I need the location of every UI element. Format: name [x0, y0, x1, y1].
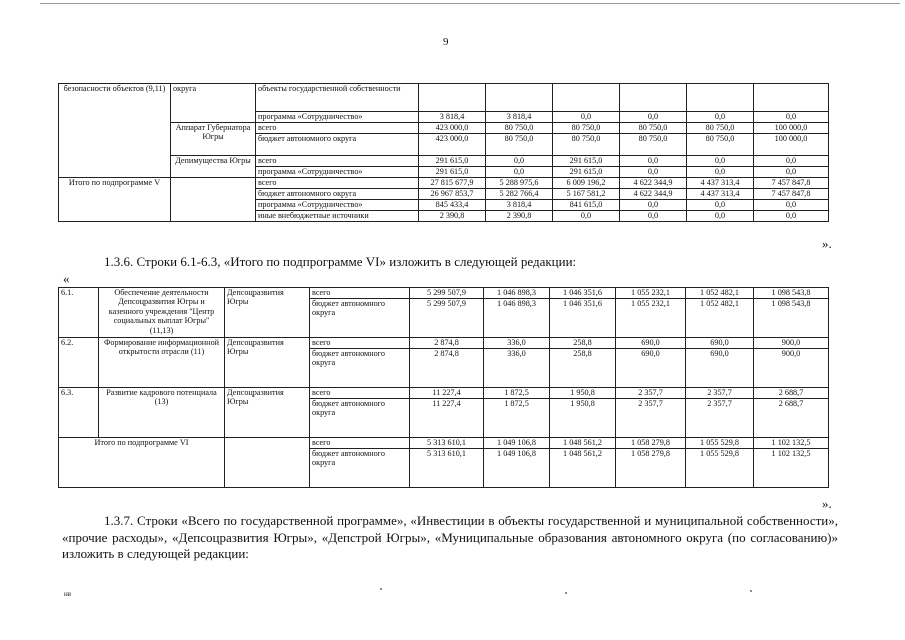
cell-amount: 336,0 [484, 338, 550, 349]
cell-amount: 6 009 196,2 [553, 178, 620, 189]
cell-amount: 0,0 [486, 167, 553, 178]
cell-amount: 1 058 279,8 [616, 449, 686, 488]
cell-amount: 1 046 351,6 [550, 299, 616, 338]
cell-funding-source: всего [256, 156, 419, 167]
cell-amount: 1 098 543,8 [754, 299, 829, 338]
cell-row-number: 6.3. [59, 388, 99, 438]
cell-funding-source: иные внебюджетные источники [256, 211, 419, 222]
cell-amount: 1 950,8 [550, 399, 616, 438]
closing-quote: ». [822, 236, 832, 251]
cell-executor [171, 178, 256, 222]
table-row [59, 178, 829, 189]
footer-mark: нв [64, 590, 72, 598]
table-row [59, 156, 829, 167]
cell-amount: 4 437 313,4 [687, 178, 754, 189]
cell-funding-source: бюджет автономного округа [310, 299, 410, 338]
cell-amount: 0,0 [553, 112, 620, 123]
cell-amount: 690,0 [616, 349, 686, 388]
cell-amount: 2 688,7 [754, 388, 829, 399]
cell-amount: 1 872,5 [484, 399, 550, 438]
cell-amount: 7 457 847,8 [754, 189, 829, 200]
cell-amount: 2 357,7 [686, 388, 754, 399]
cell-amount: 80 750,0 [486, 134, 553, 156]
cell-funding-source: бюджет автономного округа [310, 399, 410, 438]
cell-executor: Депимущества Югры [171, 156, 256, 178]
cell-amount: 690,0 [616, 338, 686, 349]
table-row [59, 288, 829, 299]
cell-amount: 1 055 529,8 [686, 449, 754, 488]
table-row [59, 338, 829, 349]
cell-amount: 690,0 [686, 349, 754, 388]
cell-amount: 2 390,8 [486, 211, 553, 222]
cell-amount: 423 000,0 [419, 134, 486, 156]
cell-amount: 0,0 [687, 167, 754, 178]
cell-amount: 0,0 [754, 200, 829, 211]
cell-amount: 291 615,0 [553, 167, 620, 178]
cell-amount: 3 818,4 [486, 112, 553, 123]
cell-amount: 900,0 [754, 338, 829, 349]
cell-amount: 841 615,0 [553, 200, 620, 211]
cell-amount: 26 967 853,7 [419, 189, 486, 200]
cell-amount: 1 055 232,1 [616, 288, 686, 299]
cell-funding-source: объекты государственной собственности [256, 84, 419, 112]
paragraph-1-3-7: 1.3.7. Строки «Всего по государственной программе», «Инвестиции в объекты государственной и муниципальной собственности», «прочие расходы», «Депсоцразвития Югры», «Депстрой Югры», «Муниципальные образования автономного округа (по согласованию)» изложить в следующей редакции: [62, 513, 838, 561]
cell-executor: Депсоцразвития Югры [225, 388, 310, 438]
cell-amount: 1 102 132,5 [754, 438, 829, 449]
cell-amount: 1 055 529,8 [686, 438, 754, 449]
cell-amount: 1 872,5 [484, 388, 550, 399]
cell-amount: 5 299 507,9 [410, 299, 484, 338]
cell-funding-source: всего [310, 288, 410, 299]
cell-executor: Депсоцразвития Югры [225, 288, 310, 338]
cell-amount: 11 227,4 [410, 388, 484, 399]
cell-amount: 4 622 344,9 [620, 178, 687, 189]
cell-amount: 0,0 [754, 112, 829, 123]
cell-funding-source: программа «Сотрудничество» [256, 200, 419, 211]
cell-amount: 1 048 561,2 [550, 438, 616, 449]
cell-amount [754, 84, 829, 112]
cell-amount: 5 299 507,9 [410, 288, 484, 299]
page-number: 9 [443, 36, 449, 48]
cell-amount: 2 688,7 [754, 399, 829, 438]
cell-amount: 423 000,0 [419, 123, 486, 134]
cell-amount: 1 052 482,1 [686, 288, 754, 299]
cell-amount: 900,0 [754, 349, 829, 388]
cell-amount: 80 750,0 [687, 123, 754, 134]
cell-amount: 336,0 [484, 349, 550, 388]
cell-amount: 0,0 [486, 156, 553, 167]
cell-activity-name: Формирование информационной открытости отрасли (11) [99, 338, 225, 388]
cell-amount: 4 622 344,9 [620, 189, 687, 200]
cell-amount: 2 874,8 [410, 338, 484, 349]
cell-amount: 0,0 [754, 156, 829, 167]
cell-amount [620, 84, 687, 112]
cell-executor: Депсоцразвития Югры [225, 338, 310, 388]
cell-amount: 0,0 [754, 211, 829, 222]
cell-amount: 0,0 [620, 112, 687, 123]
cell-amount: 1 046 898,3 [484, 288, 550, 299]
cell-amount: 3 818,4 [419, 112, 486, 123]
cell-funding-source: всего [310, 338, 410, 349]
cell-funding-source: программа «Сотрудничество» [256, 112, 419, 123]
cell-amount: 291 615,0 [553, 156, 620, 167]
cell-amount: 1 046 898,3 [484, 299, 550, 338]
cell-amount: 2 874,8 [410, 349, 484, 388]
cell-activity-name: Развитие кадрового потенциала (13) [99, 388, 225, 438]
cell-amount: 1 058 279,8 [616, 438, 686, 449]
scan-speck [750, 590, 752, 592]
cell-amount: 0,0 [620, 167, 687, 178]
cell-row-number: 6.1. [59, 288, 99, 338]
cell-amount [419, 84, 486, 112]
cell-funding-source: бюджет автономного округа [256, 189, 419, 200]
cell-amount: 80 750,0 [687, 134, 754, 156]
closing-quote-2: ». [822, 496, 832, 511]
cell-amount: 100 000,0 [754, 123, 829, 134]
cell-total-label: Итого по подпрограмме VI [59, 438, 225, 488]
cell-amount: 1 102 132,5 [754, 449, 829, 488]
paragraph-1-3-6: 1.3.6. Строки 6.1-6.3, «Итого по подпрограмме VI» изложить в следующей редакции: [104, 254, 577, 269]
cell-amount [486, 84, 553, 112]
cell-activity-name: Обеспечение деятельности Депсоцразвития Югры и казенного учреждения "Центр социальных выплат Югры" (11,13) [99, 288, 225, 338]
page-top-edge [40, 3, 900, 12]
cell-executor: Аппарат Губернатора Югры [171, 123, 256, 156]
cell-amount: 845 433,4 [419, 200, 486, 211]
table-row [59, 438, 829, 449]
cell-amount: 2 357,7 [686, 399, 754, 438]
cell-funding-source: всего [310, 388, 410, 399]
cell-funding-source: программа «Сотрудничество» [256, 167, 419, 178]
cell-amount: 5 288 975,6 [486, 178, 553, 189]
cell-funding-source: всего [256, 178, 419, 189]
cell-amount: 1 046 351,6 [550, 288, 616, 299]
scan-speck [380, 588, 382, 590]
cell-amount: 1 049 106,8 [484, 449, 550, 488]
table-row [59, 84, 829, 112]
cell-executor [225, 438, 310, 488]
cell-amount: 1 055 232,1 [616, 299, 686, 338]
cell-executor: округа [171, 84, 256, 123]
cell-amount: 1 048 561,2 [550, 449, 616, 488]
cell-subprogram: Итого по подпрограмме V [59, 178, 171, 222]
cell-funding-source: всего [256, 123, 419, 134]
cell-amount: 5 282 766,4 [486, 189, 553, 200]
cell-amount [687, 84, 754, 112]
scan-speck [565, 592, 567, 594]
cell-amount: 258,8 [550, 338, 616, 349]
opening-quote: « [63, 271, 70, 286]
cell-amount: 0,0 [687, 200, 754, 211]
cell-amount: 1 950,8 [550, 388, 616, 399]
subprogram-v-table [58, 83, 829, 222]
cell-amount: 5 313 610,1 [410, 449, 484, 488]
cell-amount: 4 437 313,4 [687, 189, 754, 200]
cell-amount: 2 357,7 [616, 388, 686, 399]
cell-funding-source: бюджет автономного округа [310, 349, 410, 388]
cell-amount: 0,0 [620, 211, 687, 222]
cell-amount: 2 390,8 [419, 211, 486, 222]
cell-amount: 80 750,0 [553, 134, 620, 156]
cell-amount: 291 615,0 [419, 167, 486, 178]
table-row [59, 388, 829, 399]
cell-amount: 0,0 [687, 211, 754, 222]
cell-amount: 2 357,7 [616, 399, 686, 438]
cell-amount: 0,0 [687, 112, 754, 123]
cell-amount: 80 750,0 [620, 123, 687, 134]
cell-amount: 1 049 106,8 [484, 438, 550, 449]
cell-amount: 291 615,0 [419, 156, 486, 167]
cell-amount: 0,0 [620, 200, 687, 211]
table-row [59, 123, 829, 134]
cell-funding-source: бюджет автономного округа [256, 134, 419, 156]
cell-amount: 100 000,0 [754, 134, 829, 156]
cell-amount: 1 052 482,1 [686, 299, 754, 338]
cell-amount: 0,0 [687, 156, 754, 167]
cell-amount: 11 227,4 [410, 399, 484, 438]
cell-amount: 80 750,0 [486, 123, 553, 134]
cell-amount: 3 818,4 [486, 200, 553, 211]
cell-amount: 0,0 [620, 156, 687, 167]
cell-amount: 0,0 [754, 167, 829, 178]
cell-amount: 80 750,0 [620, 134, 687, 156]
cell-amount: 690,0 [686, 338, 754, 349]
cell-amount [553, 84, 620, 112]
cell-amount: 7 457 847,8 [754, 178, 829, 189]
cell-row-number: 6.2. [59, 338, 99, 388]
cell-amount: 80 750,0 [553, 123, 620, 134]
cell-funding-source: всего [310, 438, 410, 449]
cell-amount: 27 815 677,9 [419, 178, 486, 189]
cell-subprogram: безопасности объектов (9,11) [59, 84, 171, 178]
cell-amount: 0,0 [553, 211, 620, 222]
subprogram-vi-table [58, 287, 829, 488]
cell-funding-source: бюджет автономного округа [310, 449, 410, 488]
cell-amount: 258,8 [550, 349, 616, 388]
cell-amount: 5 167 581,2 [553, 189, 620, 200]
cell-amount: 1 098 543,8 [754, 288, 829, 299]
cell-amount: 5 313 610,1 [410, 438, 484, 449]
